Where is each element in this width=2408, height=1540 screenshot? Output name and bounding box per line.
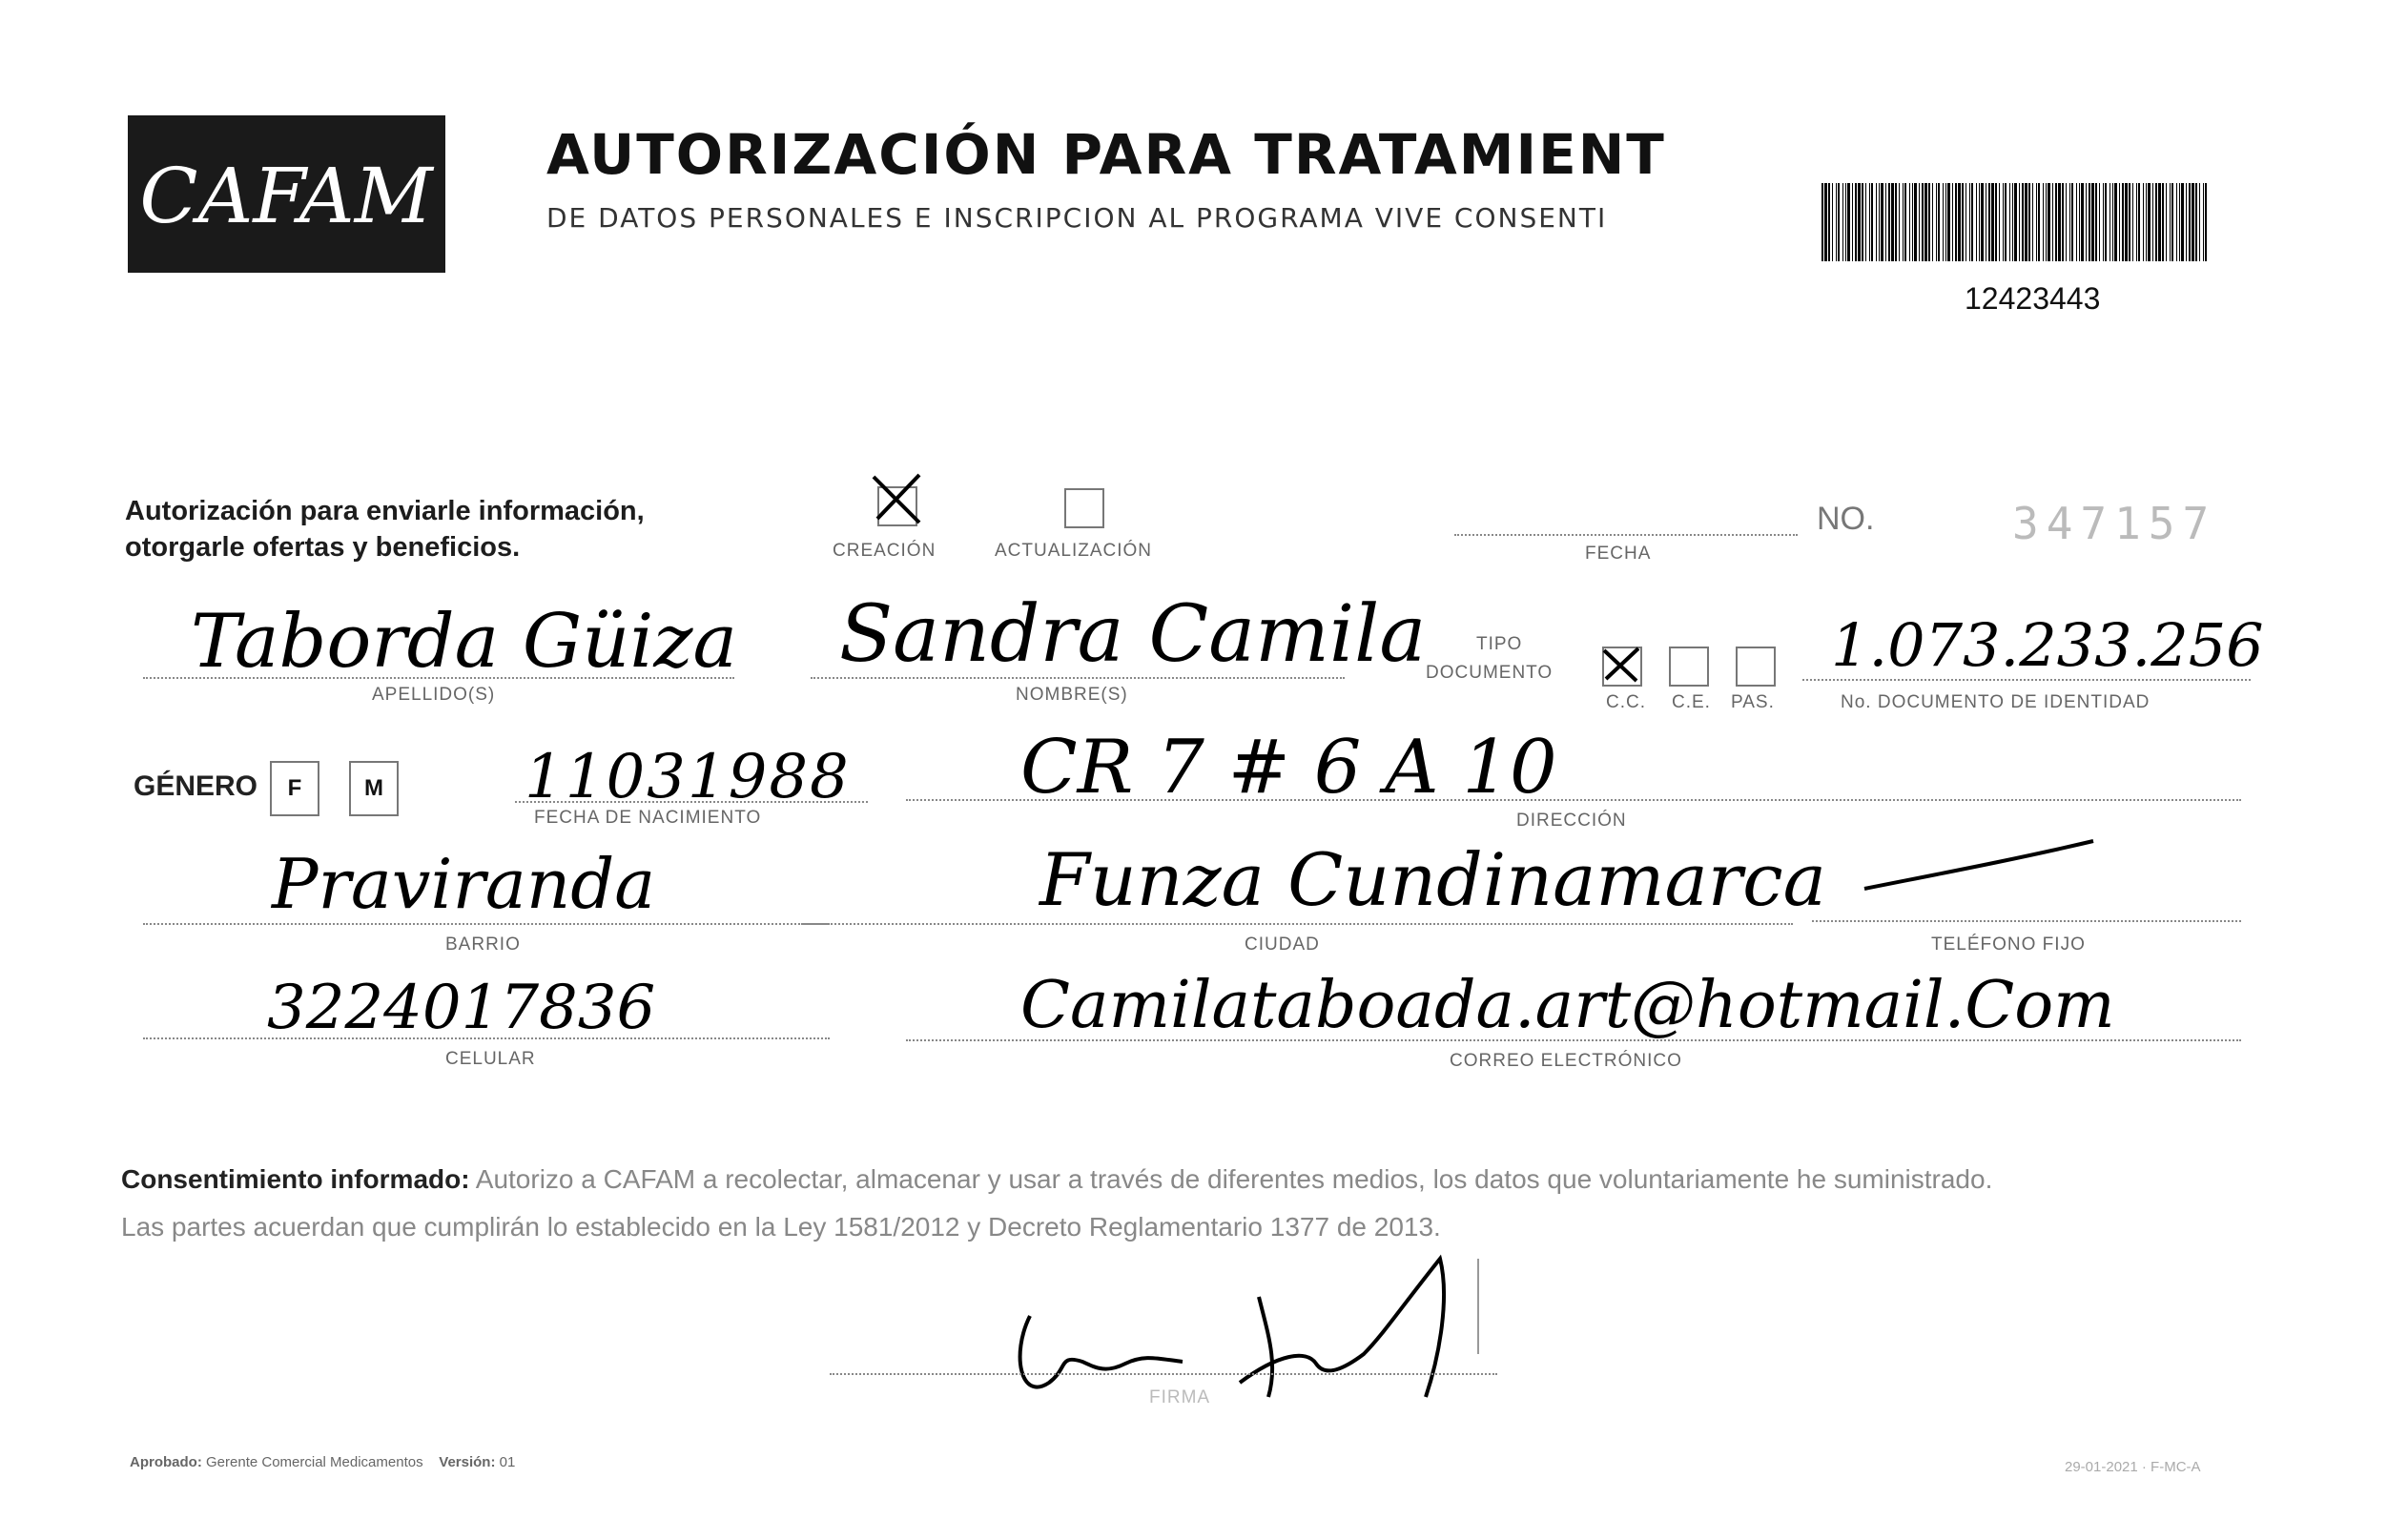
- barcode-bar: [2105, 183, 2107, 261]
- barcode-bar: [1969, 183, 1970, 261]
- apellidos-label: APELLIDO(S): [372, 685, 496, 705]
- barcode-bar: [1952, 183, 1953, 261]
- barcode-bar: [2203, 183, 2204, 261]
- cc-label: C.C.: [1606, 692, 1646, 712]
- barcode-bar: [1988, 183, 1990, 261]
- barcode-bar: [2022, 183, 2024, 261]
- barcode-bar: [1865, 183, 1866, 261]
- barcode-bar: [2122, 183, 2124, 261]
- barcode-bar: [2155, 183, 2157, 261]
- barcode-bar: [2179, 183, 2180, 261]
- barcode-bar: [2066, 183, 2067, 261]
- ce-checkbox[interactable]: [1669, 647, 1709, 687]
- cafam-logo-graphic: [128, 115, 445, 273]
- no-label: NO.: [1817, 501, 1875, 537]
- nombres-label: NOMBRE(S): [1016, 685, 1128, 705]
- celular-value: 3224017836: [267, 973, 656, 1043]
- authorization-line-1: Autorización para enviarle información,: [125, 496, 645, 526]
- pas-checkbox[interactable]: [1736, 647, 1776, 687]
- authorization-text: [125, 493, 645, 565]
- nacimiento-value: 11031988: [525, 742, 851, 812]
- barcode-bar: [2158, 183, 2161, 261]
- ciudad-value: Funza Cundinamarca: [1039, 837, 1826, 922]
- barcode-bar: [2171, 183, 2173, 261]
- barcode-bar: [2003, 183, 2004, 261]
- barcode-bar: [2071, 183, 2073, 261]
- barcode-bar: [1895, 183, 1897, 261]
- barcode-bar: [2055, 183, 2057, 261]
- barcode-bar: [2052, 183, 2053, 261]
- direccion-label: DIRECCIÓN: [1516, 811, 1627, 831]
- barcode-bar: [1836, 183, 1837, 261]
- no-value: 347157: [2012, 498, 2217, 549]
- barcode-bar: [1847, 183, 1850, 261]
- telefono-label: TELÉFONO FIJO: [1931, 934, 2086, 955]
- genero-f-label: F: [287, 775, 302, 801]
- barcode-bar: [1912, 183, 1913, 261]
- barcode-bar: [2181, 183, 2184, 261]
- barcode-bar: [1932, 183, 1933, 261]
- ce-label: C.E.: [1672, 692, 1711, 712]
- barcode-bar: [1958, 183, 1961, 261]
- barcode-bar: [2125, 183, 2128, 261]
- pas-label: PAS.: [1731, 692, 1775, 712]
- barcode-bar: [1891, 183, 1894, 261]
- correo-line: [906, 1039, 2241, 1041]
- barcode-bar: [2199, 183, 2200, 261]
- barcode-bar: [1955, 183, 1957, 261]
- barcode-bar: [1979, 183, 1980, 261]
- barcode-bar: [1852, 183, 1853, 261]
- barcode-bar: [1945, 183, 1946, 261]
- telefono-dash-mark: [1860, 832, 2098, 898]
- barcode-bar: [1999, 183, 2000, 261]
- barcode-bar: [2195, 183, 2197, 261]
- barcode-bar: [2176, 183, 2177, 261]
- barcode-bar: [1971, 183, 1973, 261]
- barrio-line: [143, 923, 830, 925]
- barcode-bar: [2162, 183, 2164, 261]
- cc-checkbox[interactable]: [1602, 647, 1642, 687]
- barcode-bar: [2046, 183, 2047, 261]
- barcode-bar: [2146, 183, 2147, 261]
- ciudad-label: CIUDAD: [1245, 934, 1320, 955]
- barcode-bar: [1888, 183, 1890, 261]
- barcode-bar: [1832, 183, 1833, 261]
- barcode-bar: [2148, 183, 2151, 261]
- genero-label: GÉNERO: [134, 770, 258, 802]
- barcode-bar: [2119, 183, 2120, 261]
- firma-line: [830, 1373, 1497, 1375]
- barcode-bar: [1943, 183, 1944, 261]
- barcode-bar: [1928, 183, 1930, 261]
- barcode-bar: [2043, 183, 2044, 261]
- barcode-bar: [2038, 183, 2040, 261]
- barcode-bar: [1838, 183, 1840, 261]
- barcode-bar: [2143, 183, 2144, 261]
- barcode-bar: [2048, 183, 2050, 261]
- apellidos-line: [143, 677, 734, 679]
- barcode-bar: [1862, 183, 1863, 261]
- creacion-checkbox[interactable]: [877, 486, 917, 526]
- direccion-line: [906, 799, 2241, 801]
- nombres-line: [811, 677, 1345, 679]
- barcode-bar: [2114, 183, 2117, 261]
- signature: [992, 1240, 1488, 1407]
- nombres-value: Sandra Camila: [839, 589, 1427, 680]
- barcode-bar: [2079, 183, 2080, 261]
- barcode-bar: [1899, 183, 1900, 261]
- authorization-line-2: otorgarle ofertas y beneficios.: [125, 532, 521, 563]
- barcode-bar: [1991, 183, 1994, 261]
- barcode-bar: [1919, 183, 1920, 261]
- genero-m-checkbox[interactable]: [349, 761, 399, 816]
- barcode-bar: [2112, 183, 2113, 261]
- consent-line-2: Las partes acuerdan que cumplirán lo establecido en la Ley 1581/2012 y Decreto Reglamentario 1377 de 2013.: [121, 1212, 1441, 1242]
- form-subtitle: DE DATOS PERSONALES E INSCRIPCION AL PROGRAMA VIVE CONSENTI: [546, 202, 1608, 234]
- barcode-bar: [2069, 183, 2070, 261]
- celular-label: CELULAR: [445, 1049, 536, 1069]
- barcode-bar: [2186, 183, 2187, 261]
- barcode: [1821, 183, 2208, 261]
- actualizacion-label: ACTUALIZACIÓN: [995, 541, 1153, 561]
- barcode-bar: [1879, 183, 1880, 261]
- barrio-label: BARRIO: [445, 934, 521, 955]
- barcode-bar: [2166, 183, 2167, 261]
- ciudad-line: [801, 923, 1793, 925]
- documento-label: DOCUMENTO: [1426, 663, 1554, 683]
- footer-aprobado: [130, 1454, 515, 1470]
- form-title: AUTORIZACIÓN PARA TRATAMIENT: [546, 122, 1666, 187]
- telefono-line: [1812, 920, 2241, 922]
- genero-m-label: M: [364, 775, 383, 801]
- barcode-bar: [1828, 183, 1830, 261]
- documento-number-value: 1.073.233.256: [1831, 610, 2264, 680]
- footer-right: 29-01-2021 · F-MC-A: [2065, 1459, 2201, 1475]
- barcode-bar: [2058, 183, 2061, 261]
- genero-f-checkbox[interactable]: [270, 761, 319, 816]
- barcode-bar: [2132, 183, 2133, 261]
- barcode-bar: [2081, 183, 2084, 261]
- check-mark-icon: [1598, 639, 1646, 687]
- version-value: 01: [499, 1454, 516, 1470]
- barcode-bar: [2152, 183, 2153, 261]
- barcode-bar: [2014, 183, 2017, 261]
- barcode-bar: [1858, 183, 1861, 261]
- creacion-label: CREACIÓN: [833, 541, 936, 561]
- barcode-bar: [1876, 183, 1877, 261]
- barcode-bar: [2076, 183, 2077, 261]
- firma-label: FIRMA: [1149, 1387, 1211, 1407]
- barcode-bar: [2138, 183, 2140, 261]
- barcode-bar: [2025, 183, 2027, 261]
- barcode-bar: [2086, 183, 2087, 261]
- barcode-bar: [1936, 183, 1937, 261]
- fecha-label: FECHA: [1585, 544, 1652, 564]
- barcode-bar: [1871, 183, 1873, 261]
- barcode-bar: [2036, 183, 2037, 261]
- barcode-bar: [2095, 183, 2097, 261]
- barcode-bar: [2062, 183, 2064, 261]
- barcode-bar: [1914, 183, 1917, 261]
- barcode-bar: [2032, 183, 2033, 261]
- logo-text: CAFAM: [139, 152, 433, 240]
- barcode-bar: [2129, 183, 2130, 261]
- barcode-bar: [2009, 183, 2010, 261]
- aprobado-value: Gerente Comercial Medicamentos: [206, 1454, 423, 1470]
- barcode-bar: [2005, 183, 2007, 261]
- barcode-bar: [1821, 183, 1823, 261]
- barcode-bar: [1881, 183, 1883, 261]
- barcode-bar: [2189, 183, 2191, 261]
- barcode-bar: [1947, 183, 1950, 261]
- correo-label: CORREO ELECTRÓNICO: [1450, 1051, 1682, 1071]
- aprobado-label: Aprobado:: [130, 1454, 202, 1470]
- consent-line-1: [121, 1156, 2267, 1203]
- barcode-bar: [2103, 183, 2104, 261]
- nacimiento-label: FECHA DE NACIMIENTO: [534, 808, 762, 828]
- celular-line: [143, 1037, 830, 1039]
- barcode-bar: [1885, 183, 1886, 261]
- version-label: Versión:: [439, 1454, 496, 1470]
- barcode-bar: [2192, 183, 2194, 261]
- barcode-bar: [2028, 183, 2030, 261]
- barrio-value: Praviranda: [272, 844, 656, 924]
- cafam-logo: [128, 115, 445, 273]
- barcode-bar: [1938, 183, 1940, 261]
- nacimiento-line: [515, 801, 868, 803]
- barcode-number: 12423443: [1965, 281, 2101, 316]
- barcode-bar: [1922, 183, 1924, 261]
- fecha-line: [1454, 534, 1798, 536]
- barcode-bar: [1903, 183, 1904, 261]
- barcode-bar: [2089, 183, 2090, 261]
- x-mark-icon: [868, 471, 925, 528]
- barcode-bar: [1904, 183, 1906, 261]
- barcode-bar: [2019, 183, 2020, 261]
- barcode-bar: [2012, 183, 2013, 261]
- barcode-bar: [1924, 183, 1927, 261]
- apellidos-value: Taborda Güiza: [191, 599, 737, 685]
- barcode-bar: [1909, 183, 1910, 261]
- consent-text: [121, 1156, 2267, 1251]
- consent-heading: Consentimiento informado:: [121, 1164, 470, 1194]
- correo-value: Camilataboada.art@hotmail.Com: [1020, 968, 2115, 1043]
- barcode-bar: [2099, 183, 2100, 261]
- barcode-bar: [2205, 183, 2207, 261]
- actualizacion-checkbox[interactable]: [1064, 488, 1104, 528]
- barcode-bar: [1976, 183, 1977, 261]
- barcode-bar: [2091, 183, 2094, 261]
- barcode-bar: [1855, 183, 1857, 261]
- tipo-label: TIPO: [1476, 634, 1523, 654]
- direccion-value: CR 7 # 6 A 10: [1020, 725, 1557, 811]
- barcode-bar: [1981, 183, 1984, 261]
- barcode-bar: [2170, 183, 2171, 261]
- barcode-bar: [1845, 183, 1846, 261]
- barcode-bar: [1995, 183, 1997, 261]
- barcode-bar: [1869, 183, 1870, 261]
- barcode-bar: [2136, 183, 2137, 261]
- barcode-bar: [1962, 183, 1964, 261]
- barcode-bar: [1824, 183, 1827, 261]
- barcode-bar: [1842, 183, 1843, 261]
- documento-number-label: No. DOCUMENTO DE IDENTIDAD: [1841, 692, 2151, 712]
- documento-number-line: [1802, 679, 2251, 681]
- consent-text-1: Autorizo a CAFAM a recolectar, almacenar y usar a través de diferentes medios, los datos que voluntariamente he suministrado.: [469, 1164, 1993, 1194]
